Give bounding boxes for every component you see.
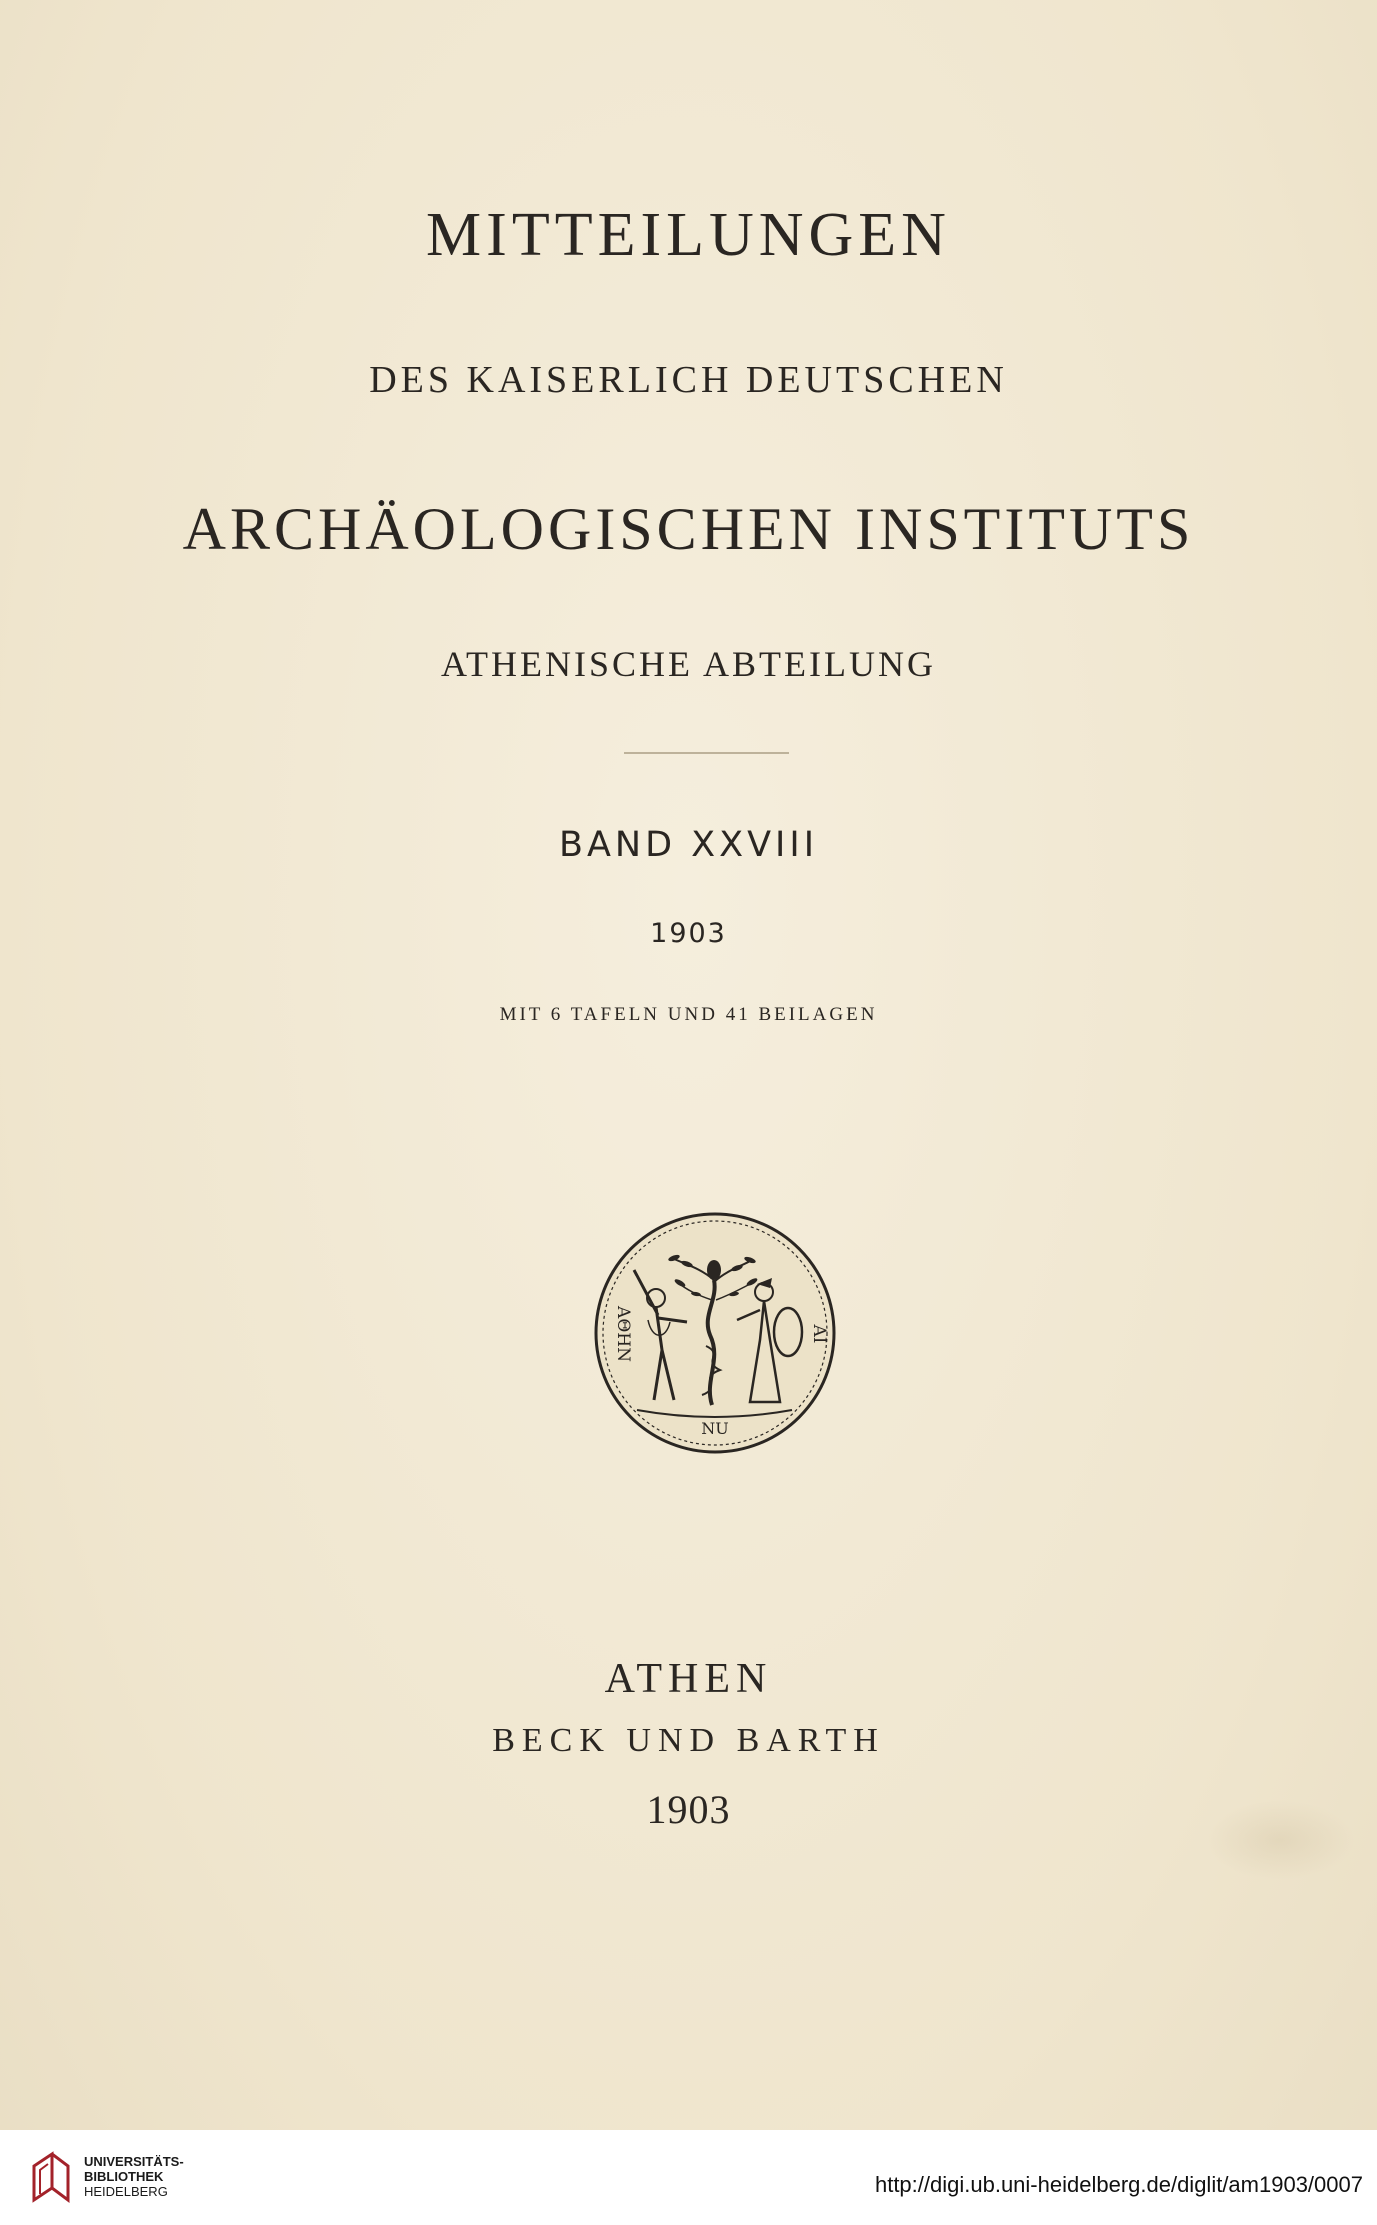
source-url-link[interactable]: http://digi.ub.uni-heidelberg.de/diglit/am1903/0007 (874, 2172, 1363, 2197)
library-name-line3: HEIDELBERG (84, 2184, 168, 2199)
institute-prefix: DES KAISERLICH DEUTSCHEN (369, 359, 1008, 401)
seal-legend-right: ΑΙ (809, 1324, 829, 1344)
seal-legend-left: ΑΘΗΝ (613, 1306, 633, 1362)
library-name-line2: BIBLIOTHEK (84, 2169, 164, 2184)
library-logo-icon (28, 2148, 74, 2206)
coin-seal-image (592, 1210, 838, 1456)
plates-note: MIT 6 TAFELN UND 41 BEILAGEN (499, 1004, 878, 1025)
department-name: ATHENISCHE ABTEILUNG (441, 644, 936, 684)
institute-name: ARCHÄOLOGISCHEN INSTITUTS (182, 496, 1195, 562)
imprint-publisher: BECK UND BARTH (492, 1722, 885, 1759)
seal-legend-bottom: NU (701, 1419, 729, 1438)
volume-label: BAND XXVIII (558, 825, 819, 865)
journal-title: MITTEILUNGEN (426, 201, 951, 269)
imprint-year: 1903 (646, 1787, 731, 1832)
imprint-place: ATHEN (604, 1656, 773, 1702)
title-divider (624, 752, 789, 754)
library-name-line1: UNIVERSITÄTS- (84, 2154, 184, 2169)
volume-year: 1903 (650, 918, 727, 949)
paper-stain (1205, 1800, 1355, 1880)
